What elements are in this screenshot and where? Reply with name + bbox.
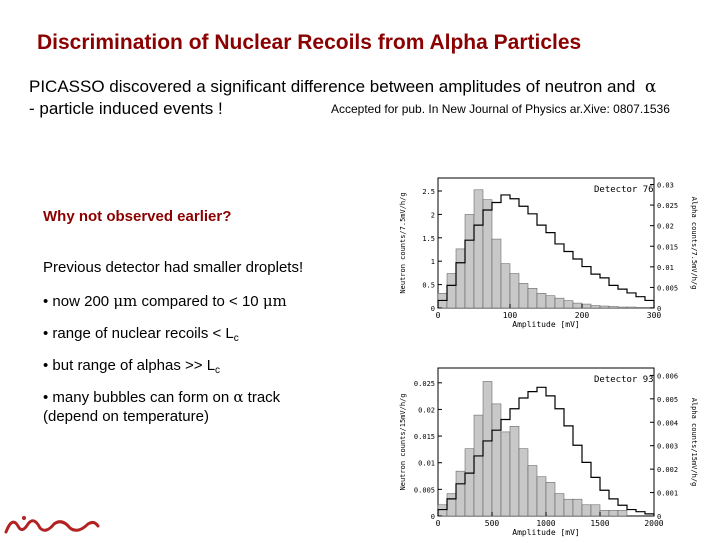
left-axis-label: Neutron counts/15mV/h/g [399,394,407,491]
neutron-bar [609,510,618,516]
neutron-bar [501,264,510,308]
x-axis-label: Amplitude [mV] [512,320,579,329]
subscript-c: c [215,365,220,376]
x-tick-label: 100 [503,311,518,320]
neutron-bar [528,288,537,308]
right-axis-label: Alpha counts/15mV/h/g [690,398,698,487]
alpha-symbol: α [645,77,656,97]
right-tick-label: 0.004 [657,419,678,427]
neutron-bar [501,432,510,516]
left-tick-label: 0.025 [414,380,435,388]
neutron-bar [591,505,600,516]
neutron-bar [483,381,492,516]
left-tick-label: 0.02 [418,406,435,414]
subscript-c: c [234,333,239,344]
bullet-droplet-size [43,292,287,311]
right-tick-label: 0.002 [657,466,678,474]
neutron-bar [528,466,537,516]
right-tick-label: 0 [657,513,661,521]
neutron-bar [492,239,501,308]
neutron-bar [555,494,564,516]
detector-93-plot [396,360,696,538]
x-tick-label: 0 [436,519,441,528]
neutron-bar [573,499,582,516]
detector-93-svg [396,360,696,538]
x-tick-label: 1500 [590,519,609,528]
neutron-bar [600,306,609,308]
page-title: Discrimination of Nuclear Recoils from Alpha Particles [37,31,581,55]
right-tick-label: 0.005 [657,396,678,404]
neutron-bar [519,449,528,516]
neutron-bar [438,505,447,516]
detector-label: Detector 93 [594,375,654,385]
left-tick-label: 0.015 [414,433,435,441]
neutron-bar [546,296,555,308]
right-tick-label: 0.025 [657,202,678,210]
statement: Previous detector had smaller droplets! [43,258,303,277]
neutron-bar [510,274,519,308]
intro-line2: - particle induced events ! [29,99,223,118]
neutron-bar [537,477,546,516]
neutron-bar [492,404,501,516]
picasso-logo [2,512,102,543]
neutron-bar [618,510,627,516]
left-tick-label: 0.01 [418,460,435,468]
alpha-symbol: α [233,388,243,406]
neutron-bar [474,190,483,308]
neutron-bar [456,249,465,308]
detector-76-svg [396,170,696,330]
left-tick-label: 0 [431,513,435,521]
micron-unit: μm [263,292,287,310]
bullet-recoil-range [43,324,239,348]
right-axis-label: Alpha counts/7.5mV/h/g [690,197,698,290]
neutron-bar [627,307,636,308]
neutron-bar [519,283,528,308]
x-tick-label: 300 [647,311,662,320]
neutron-bar [465,449,474,516]
neutron-bar [600,510,609,516]
neutron-bar [564,301,573,308]
left-tick-label: 2.5 [422,188,435,196]
x-axis-label: Amplitude [mV] [512,528,579,537]
citation: Accepted for pub. In New Journal of Physics ar.Xive: 0807.1536 [331,102,670,116]
left-tick-label: 1 [431,258,435,266]
bullet1-prefix: • now 200 [43,293,109,310]
bullet4-text: • many bubbles can form on [43,389,229,406]
right-tick-label: 0.001 [657,490,678,498]
neutron-bar [582,304,591,308]
neutron-bar [537,293,546,308]
right-tick-label: 0.005 [657,284,678,292]
intro-line1: PICASSO discovered a significant difference between amplitudes of neutron and [29,77,635,96]
left-tick-label: 0 [431,305,435,313]
detector-label: Detector 76 [594,185,654,195]
right-tick-label: 0.015 [657,243,678,251]
neutron-bar [582,505,591,516]
neutron-bar [618,307,627,308]
detector-76-plot [396,170,696,330]
neutron-bar [447,494,456,516]
right-tick-label: 0.003 [657,443,678,451]
bullet2-text: • range of nuclear recoils < L [43,325,234,342]
x-tick-label: 500 [485,519,500,528]
right-tick-label: 0.01 [657,264,674,272]
left-tick-label: 2 [431,211,435,219]
x-tick-label: 0 [436,311,441,320]
left-tick-label: 1.5 [422,235,435,243]
neutron-bar [510,426,519,516]
x-tick-label: 200 [575,311,590,320]
neutron-bar [609,307,618,308]
neutron-bar [447,274,456,308]
neutron-bar [474,415,483,516]
micron-unit: μm [113,292,137,310]
x-tick-label: 1000 [536,519,555,528]
left-tick-label: 0.005 [414,486,435,494]
neutron-bar [564,499,573,516]
right-tick-label: 0 [657,305,661,313]
left-axis-label: Neutron counts/7.5mV/h/g [399,192,407,293]
question-heading: Why not observed earlier? [43,208,231,225]
x-tick-label: 2000 [644,519,663,528]
neutron-bar [483,200,492,308]
left-tick-label: 0.5 [422,282,435,290]
bullet-alpha-range [43,356,220,380]
bullet-alpha-track [43,388,280,426]
neutron-bar [465,214,474,308]
neutron-bar [573,303,582,308]
bullet3-text: • but range of alphas >> L [43,357,215,374]
bullet1-mid: compared to < 10 [141,293,258,310]
right-tick-label: 0.02 [657,223,674,231]
neutron-bar [456,471,465,516]
neutron-bar [591,306,600,308]
neutron-bar [546,482,555,516]
bullet5-text: (depend on temperature) [43,408,209,425]
neutron-bar [555,298,564,308]
bullet4-tail: track [248,389,281,406]
right-tick-label: 0.03 [657,182,674,190]
right-tick-label: 0.006 [657,372,678,380]
